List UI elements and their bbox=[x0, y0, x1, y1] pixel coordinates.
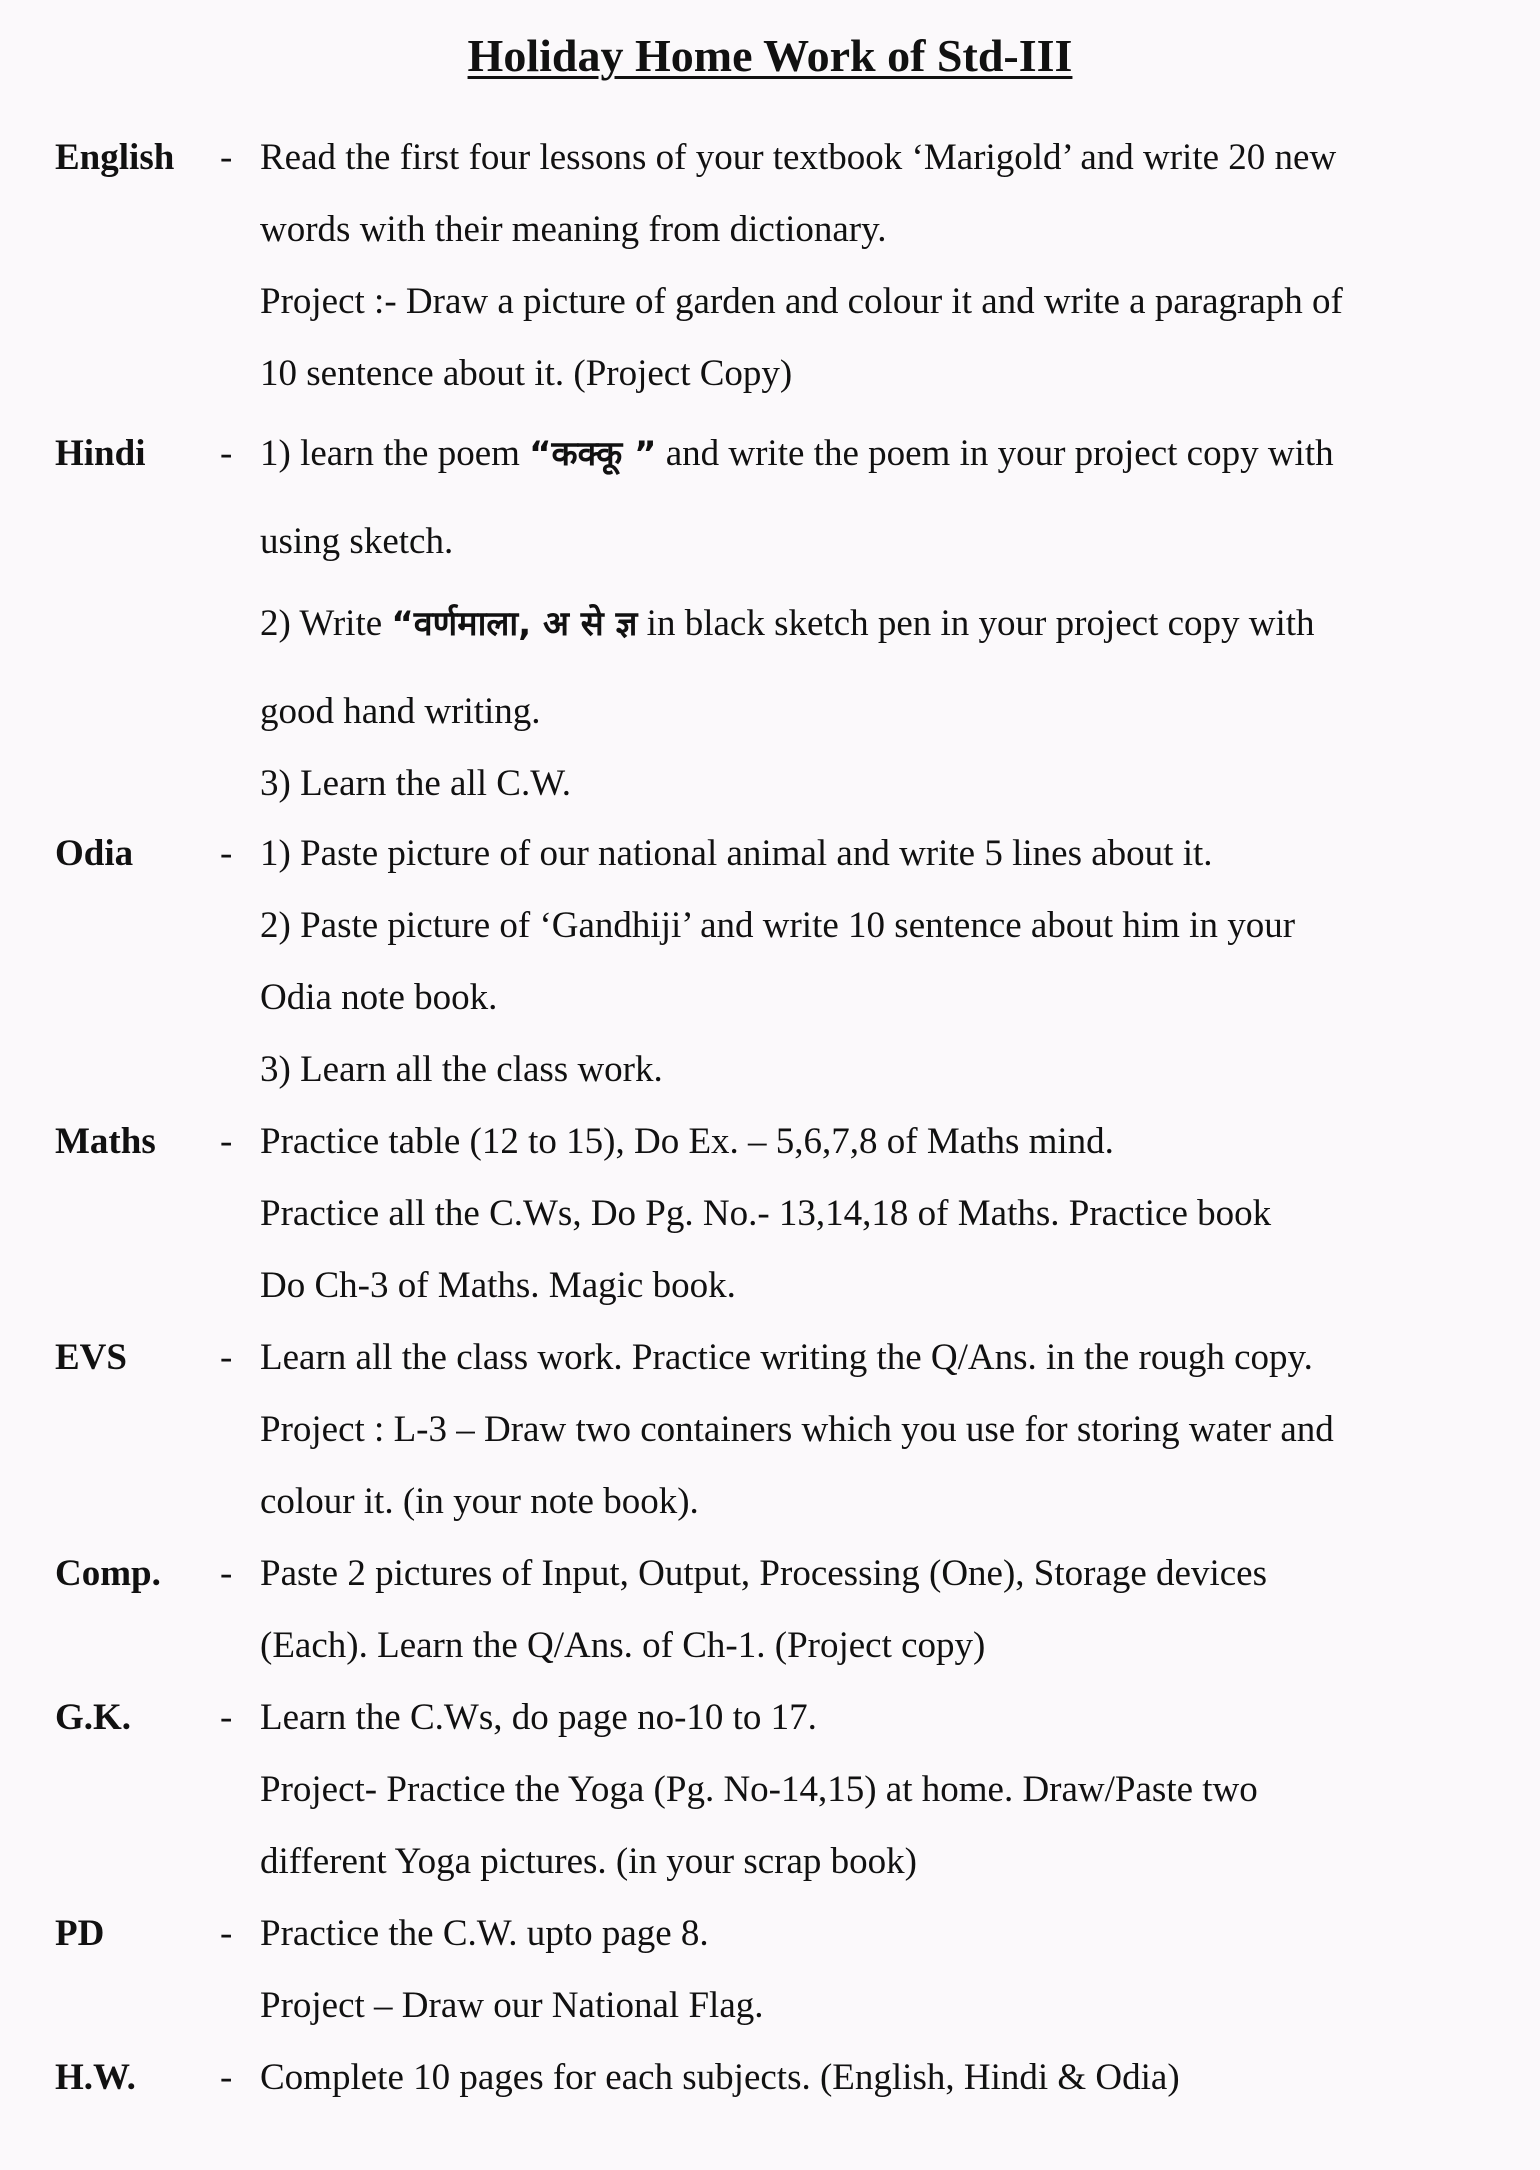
subject-label: Hindi bbox=[55, 433, 146, 474]
task-line: Read the first four lessons of your textbook ‘Marigold’ and write 20 new bbox=[260, 137, 1337, 178]
subject-label: Comp. bbox=[55, 1553, 161, 1594]
subject-label: H.W. bbox=[55, 2057, 136, 2098]
task-line: different Yoga pictures. (in your scrap book) bbox=[260, 1841, 917, 1882]
task-line: Project – Draw our National Flag. bbox=[260, 1985, 764, 2026]
separator-dash: - bbox=[220, 137, 233, 178]
hindi-poem-title: “कक्कू ” bbox=[529, 434, 657, 474]
separator-dash: - bbox=[220, 433, 233, 474]
task-line: 2) Paste picture of ‘Gandhiji’ and write 10 sentence about him in your bbox=[260, 905, 1296, 946]
task-line: 3) Learn all the class work. bbox=[260, 1049, 663, 1090]
task-line: Practice the C.W. upto page 8. bbox=[260, 1913, 709, 1954]
task-line: colour it. (in your note book). bbox=[260, 1481, 699, 1522]
task-text: and write the poem in your project copy with bbox=[656, 433, 1334, 474]
subject-label: PD bbox=[55, 1913, 105, 1954]
separator-dash: - bbox=[220, 1553, 233, 1594]
separator-dash: - bbox=[220, 833, 233, 874]
task-line: (Each). Learn the Q/Ans. of Ch-1. (Project copy) bbox=[260, 1625, 986, 1666]
task-line: good hand writing. bbox=[260, 691, 541, 732]
subject-label: Odia bbox=[55, 833, 134, 874]
subject-label: English bbox=[55, 137, 175, 178]
task-line: Complete 10 pages for each subjects. (English, Hindi & Odia) bbox=[260, 2057, 1180, 2098]
task-line: Do Ch-3 of Maths. Magic book. bbox=[260, 1265, 736, 1306]
task-line: Odia note book. bbox=[260, 977, 498, 1018]
separator-dash: - bbox=[220, 1697, 233, 1738]
task-line: Practice table (12 to 15), Do Ex. – 5,6,7,8 of Maths mind. bbox=[260, 1121, 1114, 1162]
separator-dash: - bbox=[220, 1913, 233, 1954]
task-line: Project : L-3 – Draw two containers which you use for storing water and bbox=[260, 1409, 1334, 1450]
task-text: 2) Write bbox=[260, 603, 392, 644]
task-line: using sketch. bbox=[260, 521, 454, 562]
task-line: 10 sentence about it. (Project Copy) bbox=[260, 353, 793, 394]
subject-label: Maths bbox=[55, 1121, 156, 1162]
task-text: 1) learn the poem bbox=[260, 433, 530, 474]
subject-label: EVS bbox=[55, 1337, 127, 1378]
task-line: Learn all the class work. Practice writing the Q/Ans. in the rough copy. bbox=[260, 1337, 1313, 1378]
separator-dash: - bbox=[220, 2057, 233, 2098]
task-line: Practice all the C.Ws, Do Pg. No.- 13,14,18 of Maths. Practice book bbox=[260, 1193, 1272, 1234]
task-line: 3) Learn the all C.W. bbox=[260, 763, 571, 804]
task-line: 1) Paste picture of our national animal and write 5 lines about it. bbox=[260, 833, 1213, 874]
task-line bbox=[260, 604, 1315, 644]
task-text: in black sketch pen in your project copy with bbox=[637, 603, 1315, 644]
task-line: Paste 2 pictures of Input, Output, Processing (One), Storage devices bbox=[260, 1553, 1268, 1594]
separator-dash: - bbox=[220, 1337, 233, 1378]
page-title: Holiday Home Work of Std-III bbox=[467, 30, 1073, 81]
subject-label: G.K. bbox=[55, 1697, 132, 1738]
task-line: Project :- Draw a picture of garden and colour it and write a paragraph of bbox=[260, 281, 1343, 322]
separator-dash: - bbox=[220, 1121, 233, 1162]
task-line bbox=[260, 434, 1334, 474]
task-line: words with their meaning from dictionary. bbox=[260, 209, 887, 250]
hindi-alphabet-text: “वर्णमाला, अ से ज्ञ bbox=[391, 604, 638, 644]
task-line: Learn the C.Ws, do page no-10 to 17. bbox=[260, 1697, 817, 1738]
task-line: Project- Practice the Yoga (Pg. No-14,15) at home. Draw/Paste two bbox=[260, 1769, 1258, 1810]
